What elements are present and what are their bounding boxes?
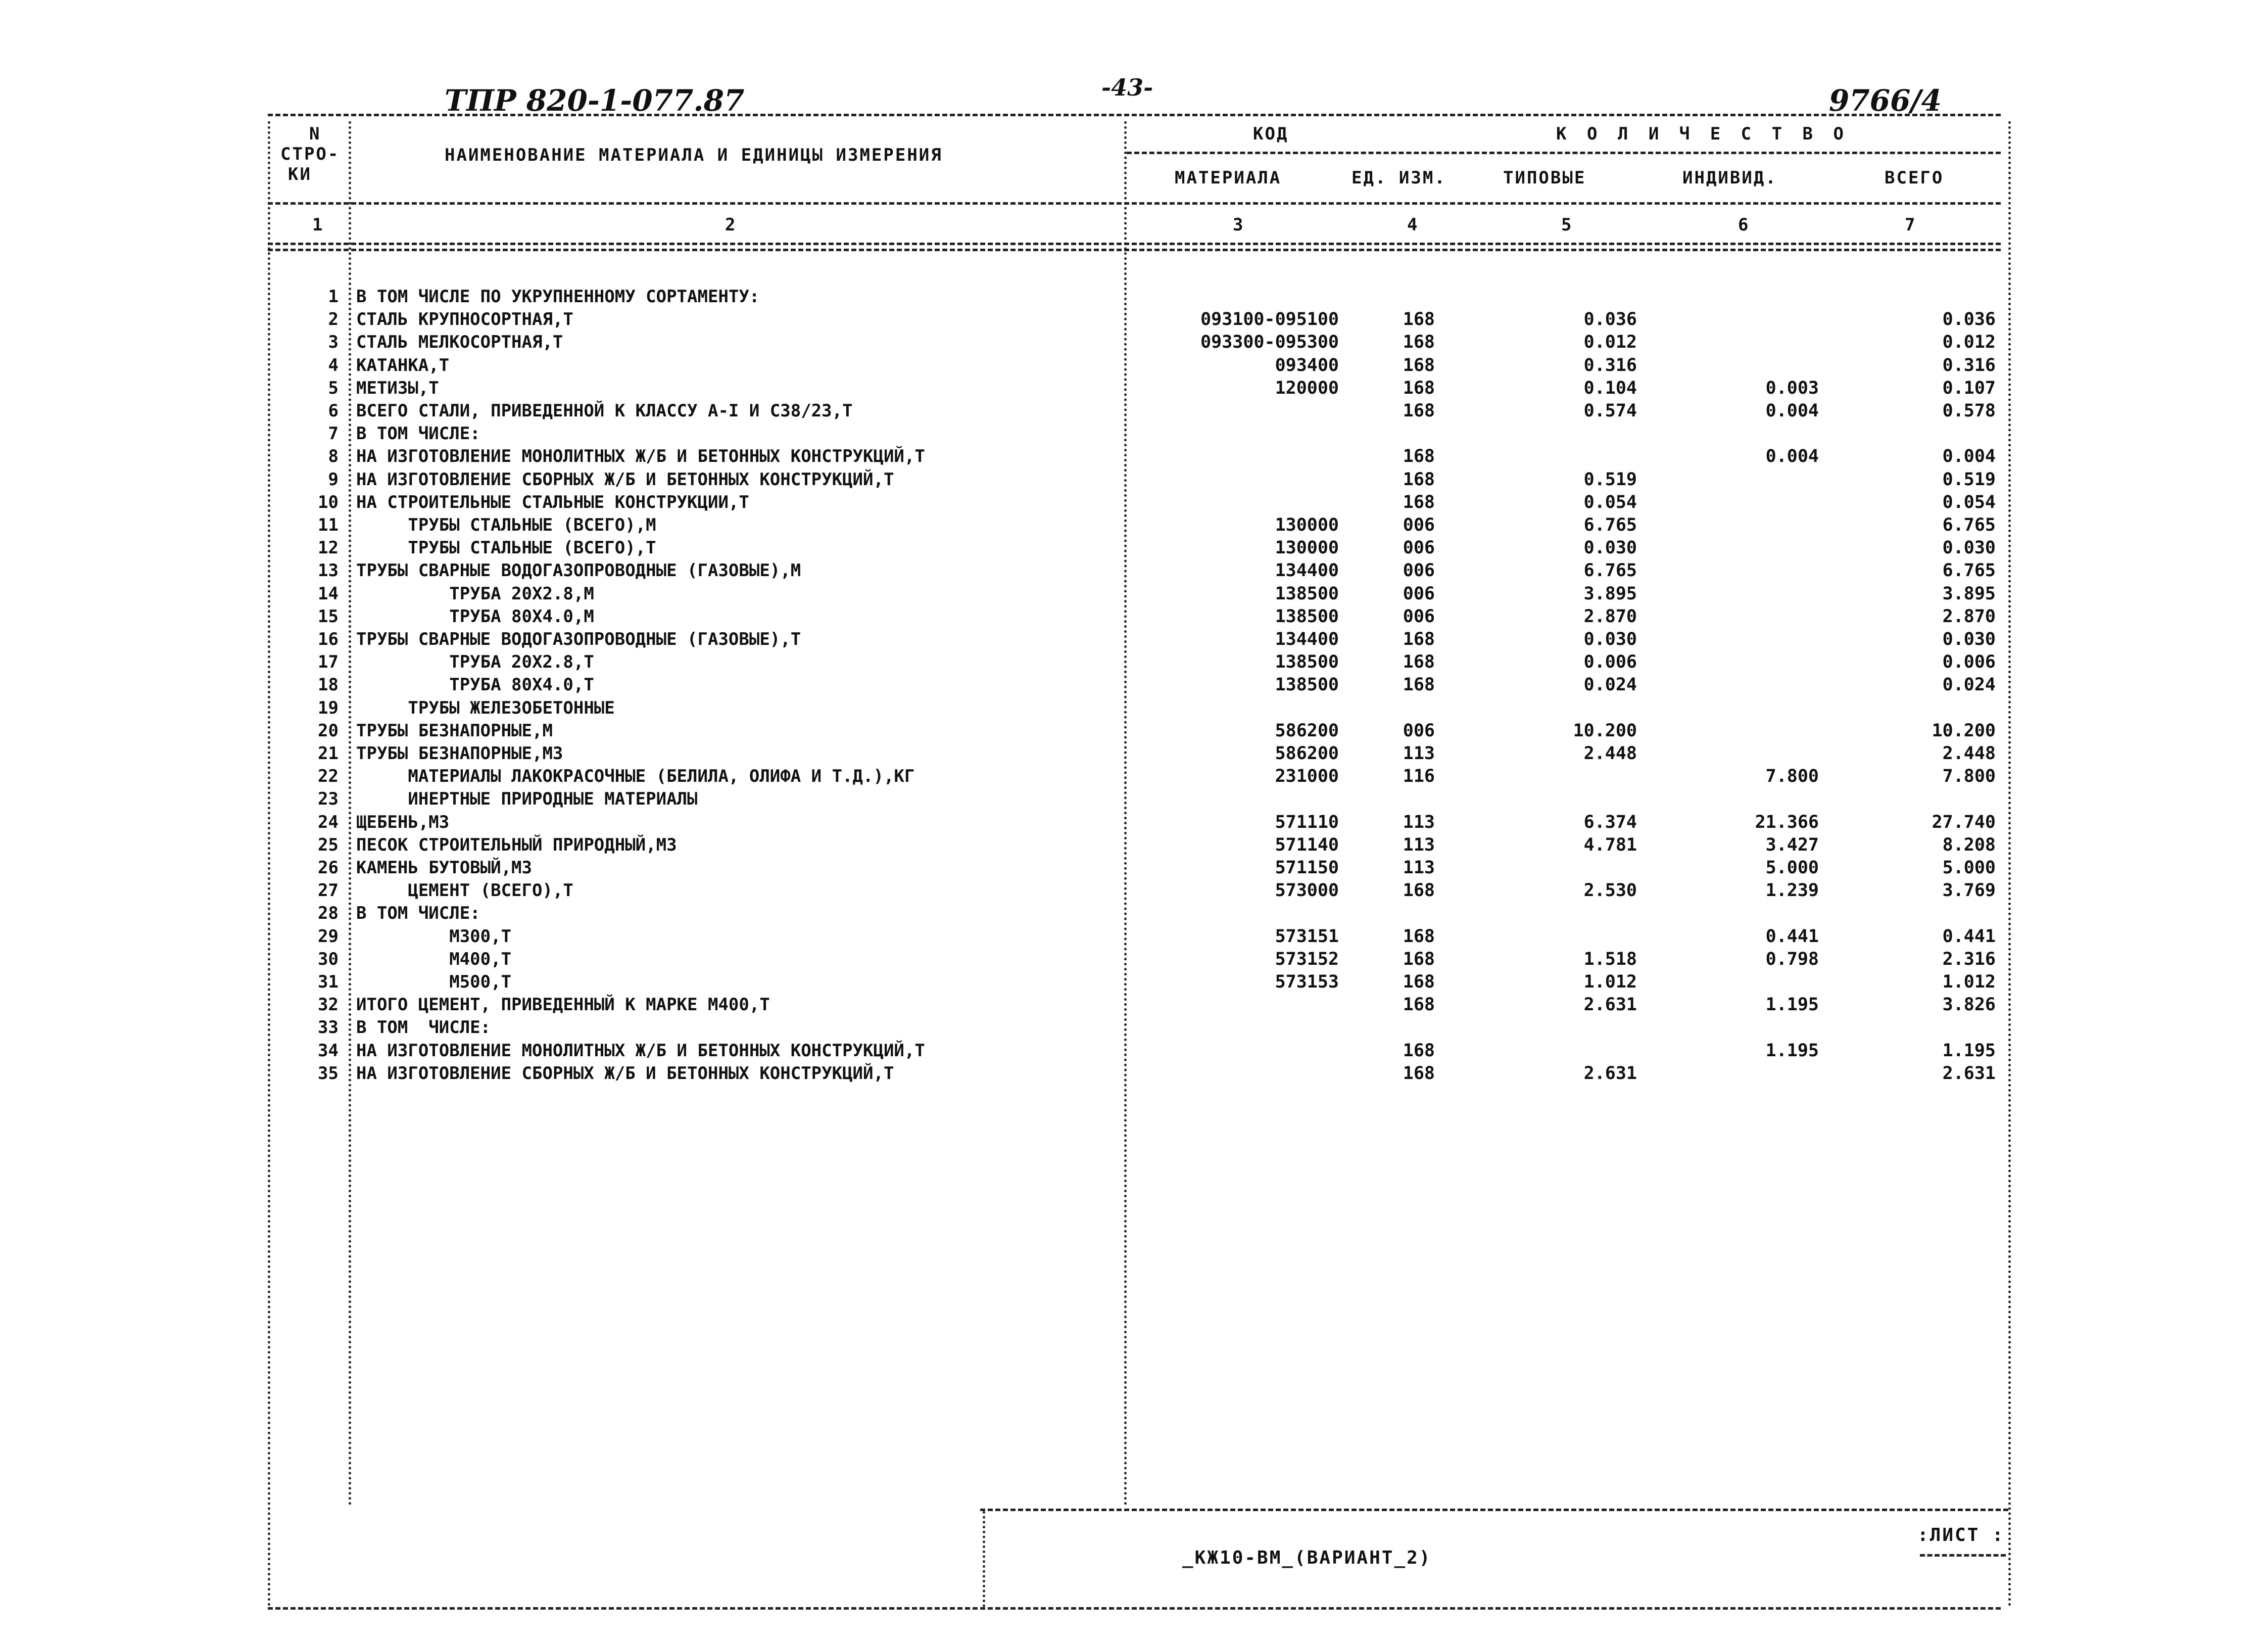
material-header: МАТЕРИАЛА bbox=[1175, 168, 1282, 188]
footer-title: _КЖ10-ВМ_(ВАРИАНТ_2) bbox=[1182, 1547, 1432, 1568]
material-name: ТРУБЫ БЕЗНАПОРНЫЕ,М3 bbox=[356, 743, 563, 764]
qty-individual: 5.000 bbox=[1765, 858, 1819, 878]
footer-rule-top bbox=[980, 1509, 2008, 1511]
row-number: 21 bbox=[318, 743, 339, 764]
unit-code: 006 bbox=[1403, 584, 1435, 604]
qty-total: 0.519 bbox=[1942, 470, 1996, 490]
colnum-2: 2 bbox=[725, 215, 737, 235]
unit-code: 168 bbox=[1403, 446, 1435, 466]
material-code: 138500 bbox=[1275, 675, 1339, 695]
row-number: 30 bbox=[318, 949, 339, 969]
material-name: ВСЕГО СТАЛИ, ПРИВЕДЕННОЙ К КЛАССУ А-I И С38/23,Т bbox=[356, 401, 853, 421]
material-name: В ТОМ ЧИСЛЕ: bbox=[356, 903, 480, 923]
material-code: 586200 bbox=[1275, 743, 1339, 764]
qty-individual: 1.195 bbox=[1765, 995, 1819, 1015]
qty-total: 0.024 bbox=[1942, 675, 1996, 695]
unit-code: 168 bbox=[1403, 355, 1435, 376]
kolichestvo-header: К О Л И Ч Е С Т В О bbox=[1556, 124, 1849, 144]
material-name: НА ИЗГОТОВЛЕНИЕ МОНОЛИТНЫХ Ж/Б И БЕТОННЫХ КОНСТРУКЦИЙ,Т bbox=[356, 446, 925, 466]
col-n-header: N bbox=[309, 124, 321, 144]
unit-code: 168 bbox=[1403, 675, 1435, 695]
qty-total: 27.740 bbox=[1932, 812, 1996, 832]
material-code: 138500 bbox=[1275, 652, 1339, 672]
row-number: 31 bbox=[318, 972, 339, 992]
material-name: ТРУБЫ СВАРНЫЕ ВОДОГАЗОПРОВОДНЫЕ (ГАЗОВЫЕ),М bbox=[356, 560, 801, 581]
material-code: 573000 bbox=[1275, 880, 1339, 901]
material-name: КАМЕНЬ БУТОВЫЙ,М3 bbox=[356, 858, 532, 878]
material-name: В ТОМ ЧИСЛЕ ПО УКРУПНЕННОМУ СОРТАМЕНТУ: bbox=[356, 287, 760, 307]
header-rule-2 bbox=[268, 202, 2001, 205]
row-number: 22 bbox=[318, 766, 339, 786]
qty-total: 0.441 bbox=[1942, 926, 1996, 947]
row-number: 9 bbox=[328, 470, 339, 490]
qty-individual: 1.239 bbox=[1765, 880, 1819, 901]
qty-total: 5.000 bbox=[1942, 858, 1996, 878]
individ-header: ИНДИВИД. bbox=[1682, 168, 1777, 188]
qty-typical: 0.030 bbox=[1583, 538, 1637, 558]
footer-list-rule bbox=[1920, 1554, 2006, 1557]
material-code: 573153 bbox=[1275, 972, 1339, 992]
unit-code: 113 bbox=[1403, 743, 1435, 764]
rownum-divider bbox=[349, 121, 351, 1506]
top-rule bbox=[268, 114, 2001, 116]
qty-total: 0.030 bbox=[1942, 629, 1996, 649]
qty-total: 0.030 bbox=[1942, 538, 1996, 558]
material-name: М400,Т bbox=[356, 949, 512, 969]
tipovye-header: ТИПОВЫЕ bbox=[1503, 168, 1586, 188]
qty-total: 3.769 bbox=[1942, 880, 1996, 901]
unit-code: 116 bbox=[1403, 766, 1435, 786]
material-name: ТРУБА 20Х2.8,М bbox=[356, 584, 594, 604]
material-name: СТАЛЬ МЕЛКОСОРТНАЯ,Т bbox=[356, 332, 563, 352]
unit-code: 113 bbox=[1403, 858, 1435, 878]
material-name: М300,Т bbox=[356, 926, 512, 947]
material-name: ТРУБЫ ЖЕЛЕЗОБЕТОННЫЕ bbox=[356, 698, 615, 718]
material-code: 571110 bbox=[1275, 812, 1339, 832]
unit-code: 006 bbox=[1403, 515, 1435, 535]
row-number: 10 bbox=[318, 492, 339, 512]
material-name: ТРУБА 20Х2.8,Т bbox=[356, 652, 594, 672]
qty-typical: 0.574 bbox=[1583, 401, 1637, 421]
vsego-header: ВСЕГО bbox=[1885, 168, 1944, 188]
row-number: 23 bbox=[318, 789, 339, 809]
qty-individual: 0.441 bbox=[1765, 926, 1819, 947]
footer-left-divider bbox=[983, 1511, 985, 1607]
page-number: -43- bbox=[1101, 74, 1153, 101]
material-code: 571150 bbox=[1275, 858, 1339, 878]
qty-total: 6.765 bbox=[1942, 560, 1996, 581]
row-number: 24 bbox=[318, 812, 339, 832]
unit-code: 168 bbox=[1403, 995, 1435, 1015]
material-code: 586200 bbox=[1275, 721, 1339, 741]
unit-code: 168 bbox=[1403, 332, 1435, 352]
colnum-3: 3 bbox=[1233, 215, 1245, 235]
unit-code: 168 bbox=[1403, 880, 1435, 901]
qty-individual: 0.798 bbox=[1765, 949, 1819, 969]
qty-individual: 3.427 bbox=[1765, 835, 1819, 855]
material-name: ТРУБЫ СТАЛЬНЫЕ (ВСЕГО),Т bbox=[356, 538, 656, 558]
material-code: 138500 bbox=[1275, 584, 1339, 604]
material-code: 093400 bbox=[1275, 355, 1339, 376]
unit-code: 168 bbox=[1403, 309, 1435, 330]
bottom-rule bbox=[268, 1607, 2001, 1610]
material-name: ТРУБА 80Х4.0,Т bbox=[356, 675, 594, 695]
colnum-5: 5 bbox=[1561, 215, 1573, 235]
qty-total: 0.107 bbox=[1942, 378, 1996, 398]
qty-typical: 2.530 bbox=[1583, 880, 1637, 901]
row-number: 8 bbox=[328, 446, 339, 466]
col-ki-header: КИ bbox=[288, 164, 312, 184]
material-name: ТРУБЫ СТАЛЬНЫЕ (ВСЕГО),М bbox=[356, 515, 656, 535]
qty-total: 3.895 bbox=[1942, 584, 1996, 604]
qty-total: 0.006 bbox=[1942, 652, 1996, 672]
qty-typical: 1.518 bbox=[1583, 949, 1637, 969]
row-number: 2 bbox=[328, 309, 339, 330]
row-number: 11 bbox=[318, 515, 339, 535]
header-rule-3 bbox=[268, 243, 2001, 245]
qty-typical: 0.006 bbox=[1583, 652, 1637, 672]
row-number: 6 bbox=[328, 401, 339, 421]
material-name: В ТОМ ЧИСЛЕ: bbox=[356, 424, 480, 444]
qty-typical: 0.519 bbox=[1583, 470, 1637, 490]
qty-typical: 0.054 bbox=[1583, 492, 1637, 512]
row-number: 5 bbox=[328, 378, 339, 398]
qty-typical: 0.316 bbox=[1583, 355, 1637, 376]
qty-typical: 2.870 bbox=[1583, 606, 1637, 627]
material-name: НА СТРОИТЕЛЬНЫЕ СТАЛЬНЫЕ КОНСТРУКЦИИ,Т bbox=[356, 492, 749, 512]
unit-code: 168 bbox=[1403, 470, 1435, 490]
material-name: В ТОМ ЧИСЛЕ: bbox=[356, 1017, 491, 1038]
qty-individual: 0.003 bbox=[1765, 378, 1819, 398]
material-name: ПЕСОК СТРОИТЕЛЬНЫЙ ПРИРОДНЫЙ,М3 bbox=[356, 835, 677, 855]
material-name: НА ИЗГОТОВЛЕНИЕ МОНОЛИТНЫХ Ж/Б И БЕТОННЫХ КОНСТРУКЦИЙ,Т bbox=[356, 1041, 925, 1061]
qty-total: 10.200 bbox=[1932, 721, 1996, 741]
qty-total: 1.195 bbox=[1942, 1041, 1996, 1061]
kod-header: КОД bbox=[1253, 124, 1289, 144]
unit-code: 168 bbox=[1403, 401, 1435, 421]
ed-izm-header: ЕД. ИЗМ. bbox=[1352, 168, 1446, 188]
material-name: МЕТИЗЫ,Т bbox=[356, 378, 439, 398]
unit-code: 168 bbox=[1403, 1063, 1435, 1084]
material-name: ТРУБЫ БЕЗНАПОРНЫЕ,М bbox=[356, 721, 553, 741]
row-number: 32 bbox=[318, 995, 339, 1015]
qty-total: 0.036 bbox=[1942, 309, 1996, 330]
qty-total: 0.578 bbox=[1942, 401, 1996, 421]
colnum-6: 6 bbox=[1738, 215, 1750, 235]
qty-typical: 0.104 bbox=[1583, 378, 1637, 398]
material-code: 093300-095300 bbox=[1200, 332, 1339, 352]
material-code: 573151 bbox=[1275, 926, 1339, 947]
unit-code: 168 bbox=[1403, 492, 1435, 512]
unit-code: 168 bbox=[1403, 1041, 1435, 1061]
qty-typical: 2.448 bbox=[1583, 743, 1637, 764]
material-code: 231000 bbox=[1275, 766, 1339, 786]
row-number: 27 bbox=[318, 880, 339, 901]
qty-total: 7.800 bbox=[1942, 766, 1996, 786]
header-rule-4 bbox=[268, 249, 2001, 251]
doc-code: ТПР 820-1-077.87 bbox=[445, 83, 745, 118]
header-rule-1 bbox=[1127, 152, 2001, 154]
qty-total: 2.631 bbox=[1942, 1063, 1996, 1084]
row-number: 19 bbox=[318, 698, 339, 718]
material-code: 138500 bbox=[1275, 606, 1339, 627]
qty-typical: 0.030 bbox=[1583, 629, 1637, 649]
material-name: ТРУБА 80Х4.0,М bbox=[356, 606, 594, 627]
row-number: 35 bbox=[318, 1063, 339, 1084]
material-name: ТРУБЫ СВАРНЫЕ ВОДОГАЗОПРОВОДНЫЕ (ГАЗОВЫЕ),Т bbox=[356, 629, 801, 649]
qty-typical: 4.781 bbox=[1583, 835, 1637, 855]
unit-code: 006 bbox=[1403, 538, 1435, 558]
qty-total: 0.316 bbox=[1942, 355, 1996, 376]
row-number: 25 bbox=[318, 835, 339, 855]
material-name: КАТАНКА,Т bbox=[356, 355, 450, 376]
qty-total: 0.012 bbox=[1942, 332, 1996, 352]
col-stro-header: СТРО- bbox=[280, 144, 340, 164]
row-number: 18 bbox=[318, 675, 339, 695]
qty-typical: 0.024 bbox=[1583, 675, 1637, 695]
row-number: 7 bbox=[328, 424, 339, 444]
qty-total: 0.054 bbox=[1942, 492, 1996, 512]
qty-total: 6.765 bbox=[1942, 515, 1996, 535]
qty-total: 3.826 bbox=[1942, 995, 1996, 1015]
row-number: 14 bbox=[318, 584, 339, 604]
row-number: 15 bbox=[318, 606, 339, 627]
qty-typical: 6.765 bbox=[1583, 560, 1637, 581]
qty-typical: 6.374 bbox=[1583, 812, 1637, 832]
unit-code: 168 bbox=[1403, 629, 1435, 649]
colnum-4: 4 bbox=[1407, 215, 1419, 235]
row-number: 20 bbox=[318, 721, 339, 741]
qty-total: 2.870 bbox=[1942, 606, 1996, 627]
qty-typical: 2.631 bbox=[1583, 995, 1637, 1015]
unit-code: 006 bbox=[1403, 606, 1435, 627]
material-code: 130000 bbox=[1275, 538, 1339, 558]
unit-code: 168 bbox=[1403, 652, 1435, 672]
row-number: 1 bbox=[328, 287, 339, 307]
row-number: 17 bbox=[318, 652, 339, 672]
material-code: 134400 bbox=[1275, 629, 1339, 649]
material-name: МАТЕРИАЛЫ ЛАКОКРАСОЧНЫЕ (БЕЛИЛА, ОЛИФА И Т.Д.),КГ bbox=[356, 766, 915, 786]
unit-code: 113 bbox=[1403, 835, 1435, 855]
unit-code: 168 bbox=[1403, 926, 1435, 947]
footer-list-label: :ЛИСТ : bbox=[1917, 1525, 2005, 1545]
qty-total: 1.012 bbox=[1942, 972, 1996, 992]
material-code: 573152 bbox=[1275, 949, 1339, 969]
material-code: 093100-095100 bbox=[1200, 309, 1339, 330]
qty-typical: 0.036 bbox=[1583, 309, 1637, 330]
qty-typical: 3.895 bbox=[1583, 584, 1637, 604]
colnum-1: 1 bbox=[312, 215, 324, 235]
qty-total: 2.316 bbox=[1942, 949, 1996, 969]
material-code: 134400 bbox=[1275, 560, 1339, 581]
material-code: 130000 bbox=[1275, 515, 1339, 535]
qty-total: 2.448 bbox=[1942, 743, 1996, 764]
material-name: НА ИЗГОТОВЛЕНИЕ СБОРНЫХ Ж/Б И БЕТОННЫХ КОНСТРУКЦИЙ,Т bbox=[356, 470, 894, 490]
unit-code: 168 bbox=[1403, 949, 1435, 969]
qty-individual: 1.195 bbox=[1765, 1041, 1819, 1061]
material-name: ИНЕРТНЫЕ ПРИРОДНЫЕ МАТЕРИАЛЫ bbox=[356, 789, 698, 809]
unit-code: 006 bbox=[1403, 560, 1435, 581]
qty-typical: 2.631 bbox=[1583, 1063, 1637, 1084]
material-code: 120000 bbox=[1275, 378, 1339, 398]
material-name: ЩЕБЕНЬ,М3 bbox=[356, 812, 450, 832]
row-number: 26 bbox=[318, 858, 339, 878]
qty-individual: 21.366 bbox=[1755, 812, 1819, 832]
material-code: 571140 bbox=[1275, 835, 1339, 855]
qty-individual: 7.800 bbox=[1765, 766, 1819, 786]
row-number: 33 bbox=[318, 1017, 339, 1038]
material-name: НА ИЗГОТОВЛЕНИЕ СБОРНЫХ Ж/Б И БЕТОННЫХ КОНСТРУКЦИЙ,Т bbox=[356, 1063, 894, 1084]
qty-typical: 10.200 bbox=[1573, 721, 1637, 741]
qty-total: 0.004 bbox=[1942, 446, 1996, 466]
material-name: СТАЛЬ КРУПНОСОРТНАЯ,Т bbox=[356, 309, 573, 330]
qty-individual: 0.004 bbox=[1765, 401, 1819, 421]
qty-typical: 1.012 bbox=[1583, 972, 1637, 992]
qty-typical: 0.012 bbox=[1583, 332, 1637, 352]
row-number: 16 bbox=[318, 629, 339, 649]
row-number: 12 bbox=[318, 538, 339, 558]
archive-number: 9766/4 bbox=[1829, 83, 1942, 118]
material-name: ЦЕМЕНТ (ВСЕГО),Т bbox=[356, 880, 573, 901]
unit-code: 006 bbox=[1403, 721, 1435, 741]
right-border bbox=[2008, 121, 2011, 1607]
row-number: 29 bbox=[318, 926, 339, 947]
left-border bbox=[268, 121, 270, 1607]
qty-typical: 6.765 bbox=[1583, 515, 1637, 535]
unit-code: 113 bbox=[1403, 812, 1435, 832]
row-number: 4 bbox=[328, 355, 339, 376]
qty-total: 8.208 bbox=[1942, 835, 1996, 855]
row-number: 3 bbox=[328, 332, 339, 352]
qty-individual: 0.004 bbox=[1765, 446, 1819, 466]
unit-code: 168 bbox=[1403, 972, 1435, 992]
col-name-header: НАИМЕНОВАНИЕ МАТЕРИАЛА И ЕДИНИЦЫ ИЗМЕРЕНИЯ bbox=[445, 145, 943, 165]
row-number: 13 bbox=[318, 560, 339, 581]
unit-code: 168 bbox=[1403, 378, 1435, 398]
colnum-7: 7 bbox=[1905, 215, 1917, 235]
row-number: 34 bbox=[318, 1041, 339, 1061]
material-name: М500,Т bbox=[356, 972, 512, 992]
material-name: ИТОГО ЦЕМЕНТ, ПРИВЕДЕННЫЙ К МАРКЕ М400,Т bbox=[356, 995, 770, 1015]
row-number: 28 bbox=[318, 903, 339, 923]
